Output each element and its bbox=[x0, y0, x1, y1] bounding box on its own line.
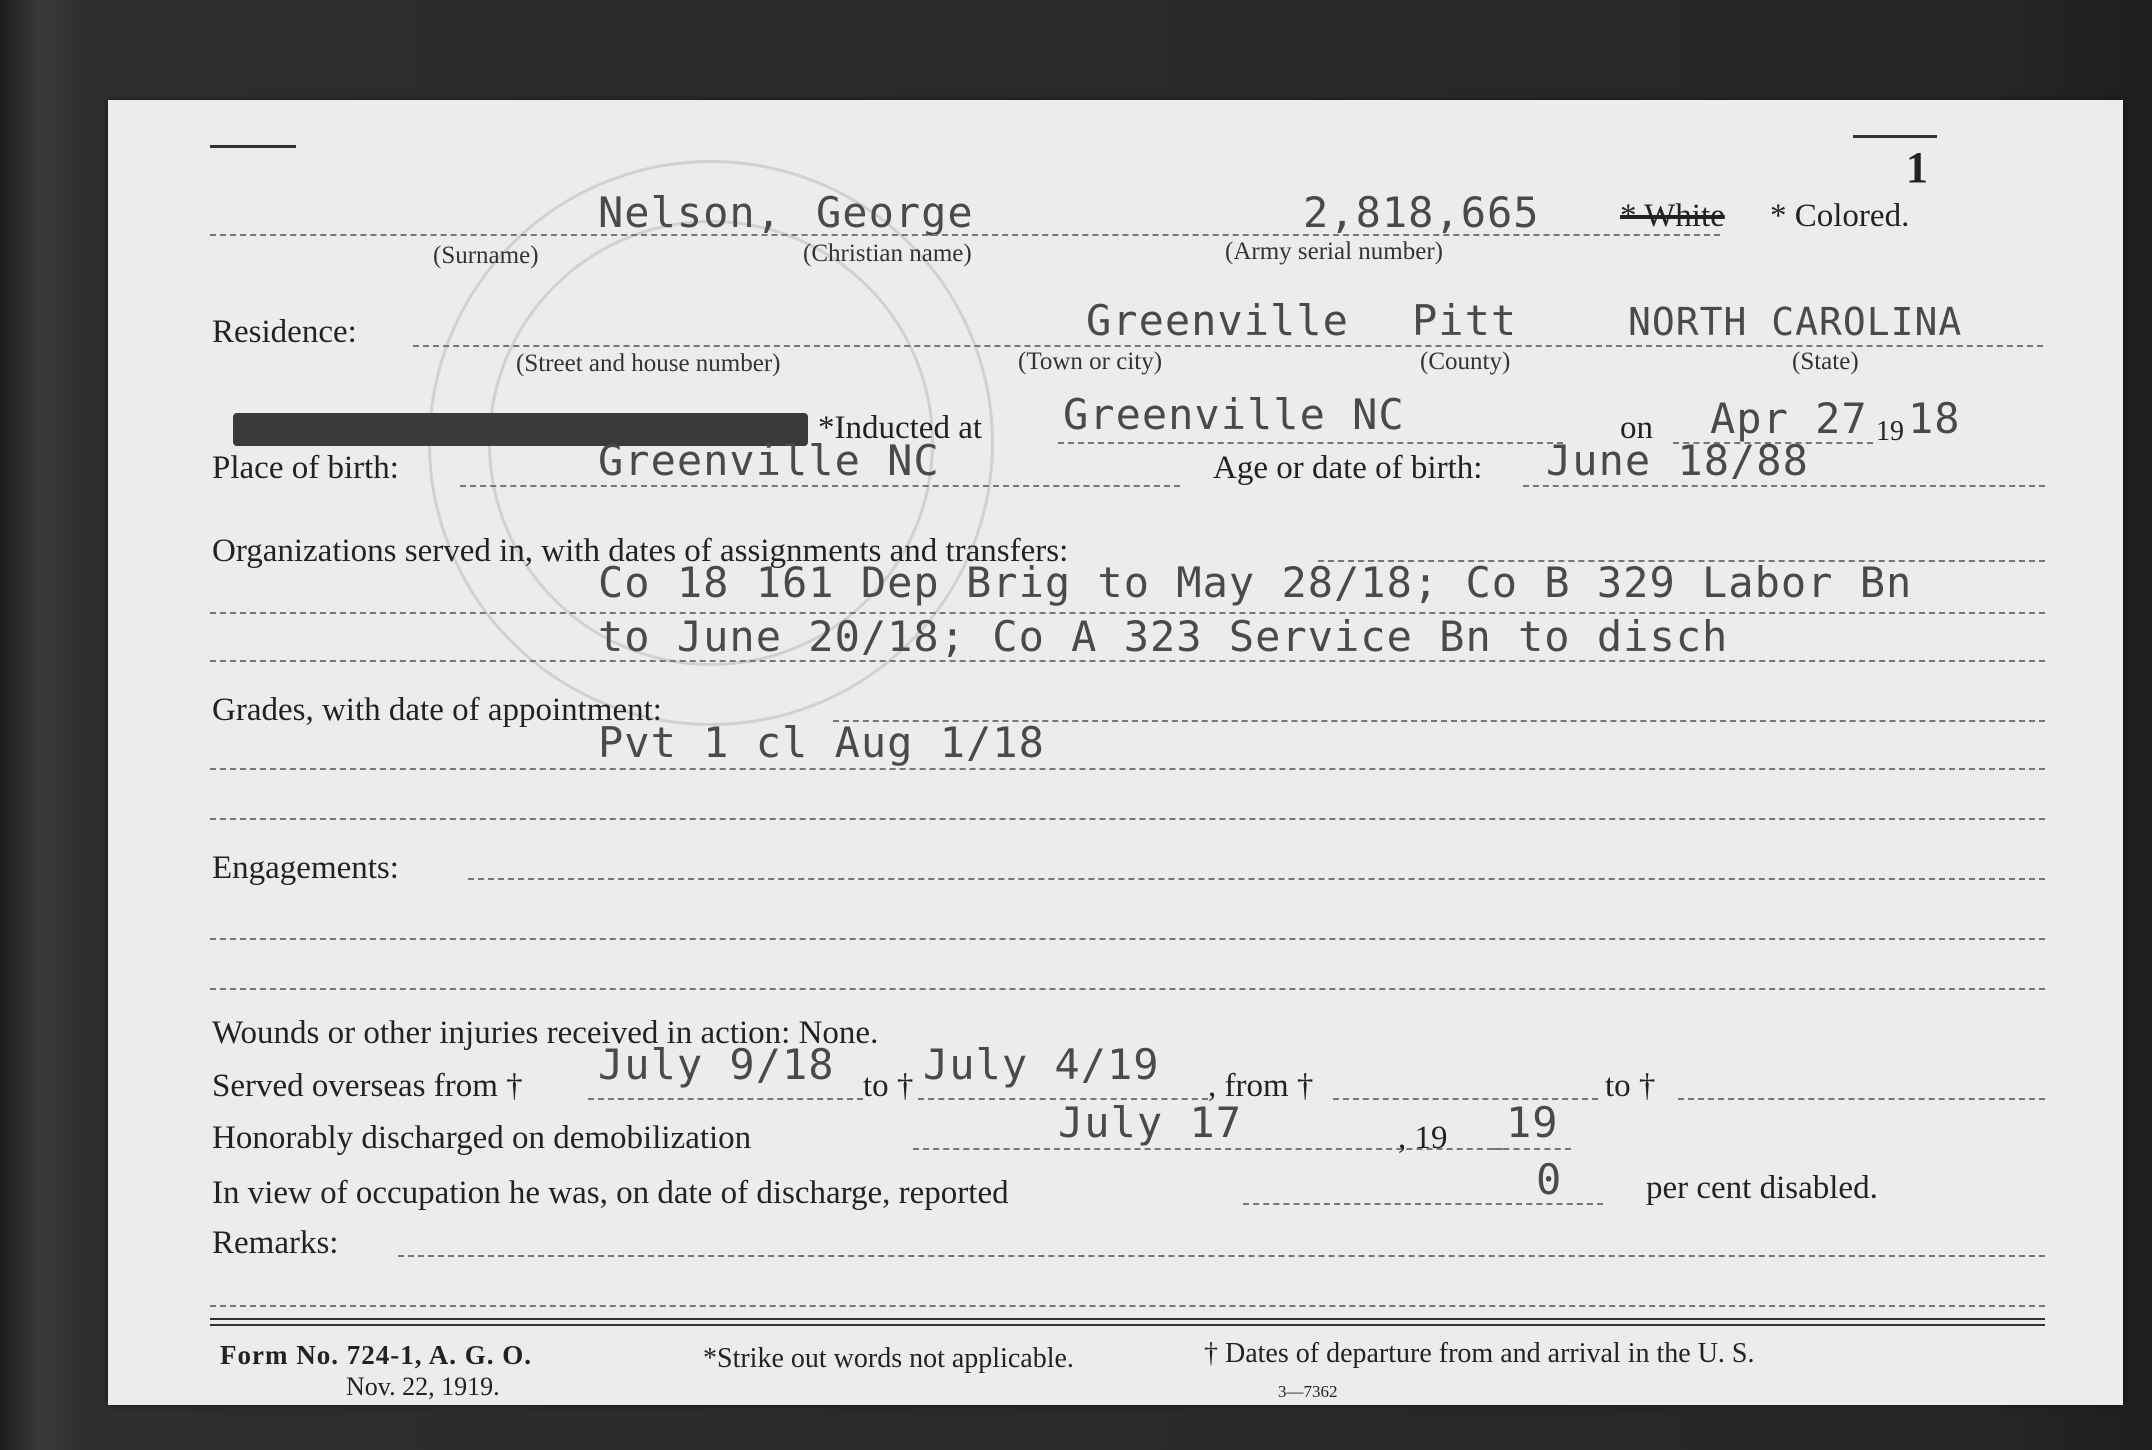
dates-note: † Dates of departure from and arrival in the U. S. bbox=[1204, 1338, 1755, 1369]
disability-label: In view of occupation he was, on date of discharge, reported bbox=[212, 1175, 1009, 1211]
overseas-to2-line bbox=[1678, 1098, 2045, 1100]
discharge-year-value: 19 bbox=[1506, 1098, 1559, 1147]
print-code: 3—7362 bbox=[1278, 1382, 1338, 1401]
year-value: 18 bbox=[1908, 394, 1961, 443]
state-value: NORTH CAROLINA bbox=[1628, 300, 1963, 344]
christian-name-value: George bbox=[816, 188, 974, 237]
organizations-label: Organizations served in, with dates of assignments and transfers: bbox=[212, 533, 1069, 569]
engagements-line-0 bbox=[468, 878, 2045, 880]
grades-label: Grades, with date of appointment: bbox=[212, 692, 662, 728]
disability-value: 0 bbox=[1536, 1155, 1563, 1204]
on-label: on bbox=[1620, 410, 1653, 446]
organizations-rule-2 bbox=[210, 660, 2045, 662]
discharge-value: July 17 bbox=[1058, 1098, 1243, 1147]
inducted-date-value: Apr 27 bbox=[1710, 394, 1868, 443]
wounds-label: Wounds or other injuries received in action: None. bbox=[212, 1015, 879, 1051]
grades-rule-2 bbox=[210, 818, 2045, 820]
form-date: Nov. 22, 1919. bbox=[346, 1372, 500, 1401]
birthplace-value: Greenville NC bbox=[598, 436, 940, 485]
overseas-from-value: July 9/18 bbox=[598, 1040, 835, 1089]
birthplace-line bbox=[460, 485, 1180, 487]
form-number: Form No. 724-1, A. G. O. bbox=[220, 1340, 532, 1370]
residence-label: Residence: bbox=[212, 314, 357, 350]
residence-line bbox=[413, 345, 2043, 347]
service-record-card bbox=[108, 100, 2123, 1405]
surname-caption: (Surname) bbox=[433, 242, 539, 269]
birthplace-label: Place of birth: bbox=[212, 450, 399, 486]
age-line bbox=[1523, 485, 2045, 487]
county-value: Pitt bbox=[1412, 296, 1518, 345]
grades-rule-1 bbox=[210, 768, 2045, 770]
remarks-label: Remarks: bbox=[212, 1225, 339, 1261]
name-line bbox=[210, 234, 1720, 236]
overseas-from2-label: , from † bbox=[1208, 1068, 1314, 1104]
discharge-year-prefix: , 19 bbox=[1398, 1120, 1448, 1156]
overseas-from-line bbox=[588, 1098, 863, 1100]
remarks-line-0 bbox=[398, 1255, 2045, 1257]
discharge-year-line bbox=[1493, 1148, 1571, 1150]
inducted-label: *Inducted at bbox=[818, 410, 983, 446]
serial-number-caption: (Army serial number) bbox=[1225, 238, 1443, 265]
disability-suffix: per cent disabled. bbox=[1646, 1170, 1878, 1206]
footer-rule-top bbox=[210, 1318, 2045, 1320]
street-caption: (Street and house number) bbox=[516, 350, 781, 377]
engagements-label: Engagements: bbox=[212, 850, 399, 886]
organizations-line-2: to June 20/18; Co A 323 Service Bn to disch bbox=[598, 612, 1729, 661]
surname-value: Nelson, bbox=[598, 188, 783, 237]
age-value: June 18/88 bbox=[1546, 436, 1809, 485]
engagements-rule-2 bbox=[210, 988, 2045, 990]
year-prefix: 19 bbox=[1876, 416, 1904, 447]
remarks-rule-1 bbox=[210, 1305, 2045, 1307]
overseas-to-value: July 4/19 bbox=[923, 1040, 1160, 1089]
town-value: Greenville bbox=[1086, 296, 1349, 345]
top-right-rule bbox=[1853, 135, 1937, 138]
top-left-rule bbox=[210, 145, 296, 148]
white-label bbox=[1620, 198, 1725, 235]
strike-note: *Strike out words not applicable. bbox=[703, 1343, 1074, 1374]
white-label-text: * White bbox=[1620, 198, 1725, 234]
overseas-to2-label: to † bbox=[1605, 1068, 1656, 1104]
enlisted-label-text bbox=[210, 410, 624, 446]
county-caption: (County) bbox=[1420, 348, 1511, 375]
card-number: 1 bbox=[1906, 143, 1928, 192]
organizations-line-1: Co 18 161 Dep Brig to May 28/18; Co B 329 Labor Bn bbox=[598, 558, 1913, 607]
disability-line bbox=[1243, 1203, 1603, 1205]
inducted-line bbox=[1058, 442, 1563, 444]
engagements-rule-1 bbox=[210, 938, 2045, 940]
overseas-label: Served overseas from † bbox=[212, 1068, 523, 1104]
serial-number-value: 2,818,665 bbox=[1303, 188, 1540, 237]
discharge-label: Honorably discharged on demobilization bbox=[212, 1120, 752, 1156]
christian-name-caption: (Christian name) bbox=[803, 240, 972, 267]
state-caption: (State) bbox=[1792, 348, 1859, 375]
colored-label: * Colored. bbox=[1770, 198, 1910, 234]
grades-value: Pvt 1 cl Aug 1/18 bbox=[598, 718, 1045, 767]
age-label: Age or date of birth: bbox=[1213, 450, 1483, 486]
inducted-place-value: Greenville NC bbox=[1063, 390, 1405, 439]
footer-rule-bottom bbox=[210, 1324, 2045, 1326]
town-caption: (Town or city) bbox=[1018, 348, 1163, 375]
overseas-to-label: to † bbox=[863, 1068, 914, 1104]
